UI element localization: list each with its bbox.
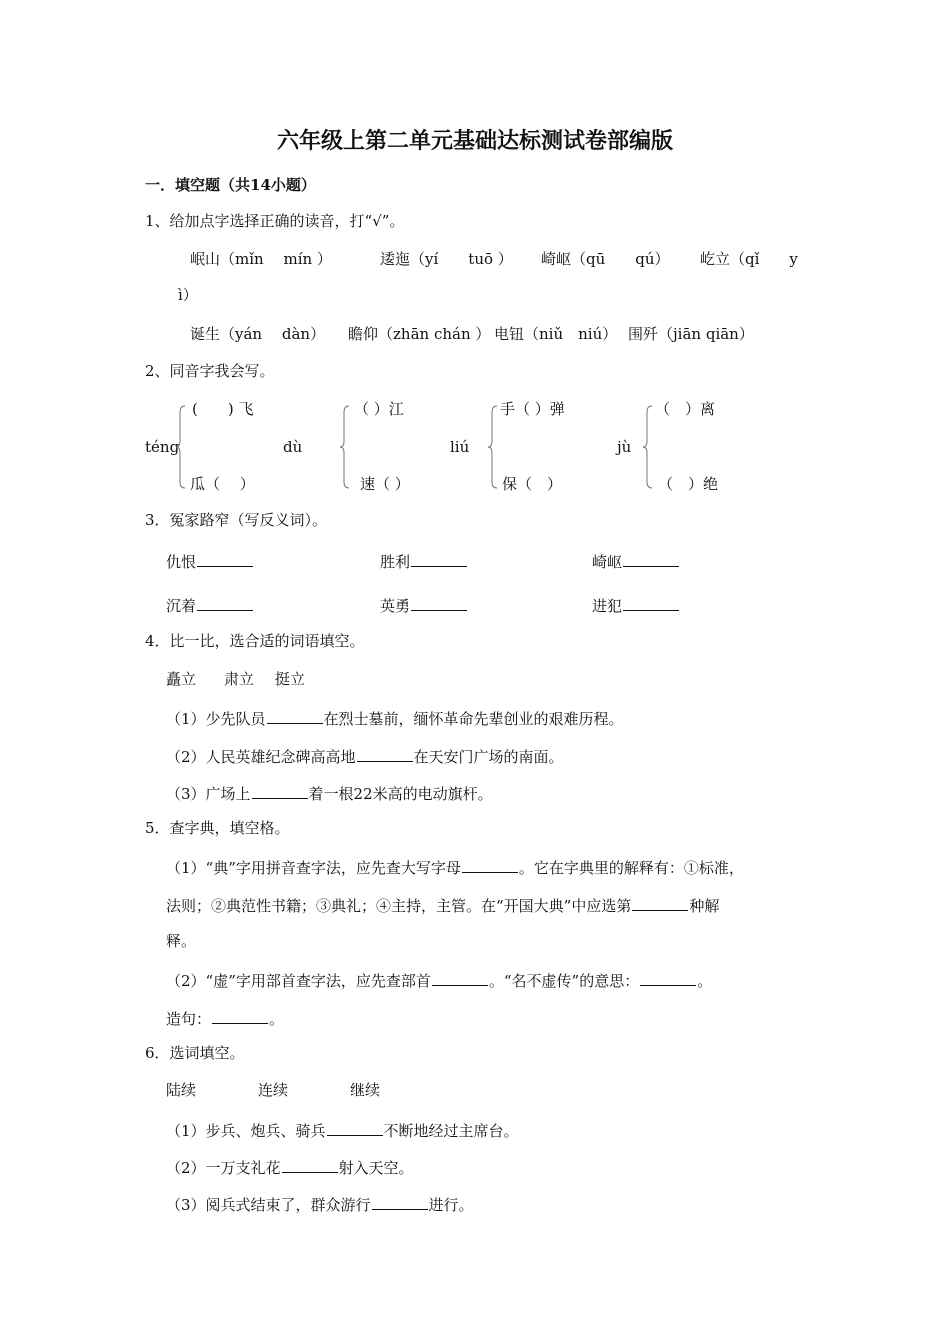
- q6-text: （3）阅兵式结束了，群众游行: [166, 1196, 371, 1214]
- q6-word-choice: 连续: [258, 1081, 289, 1099]
- q4-text: （1）少先队员: [166, 710, 266, 728]
- q3-item: [592, 552, 680, 570]
- q3-word: 沉着: [166, 597, 197, 615]
- answer-blank[interactable]: [252, 784, 308, 799]
- q2-pinyin: liú: [450, 438, 470, 456]
- answer-blank[interactable]: [411, 552, 467, 567]
- q5-paragraph-line: [166, 858, 744, 876]
- q5-text: 造句：: [166, 1010, 212, 1028]
- answer-blank[interactable]: [623, 552, 679, 567]
- answer-blank[interactable]: [623, 596, 679, 611]
- answer-blank[interactable]: [372, 1195, 428, 1210]
- answer-blank[interactable]: [197, 596, 253, 611]
- q6-word-choice: 陆续: [166, 1081, 197, 1099]
- q5-text: 。它在字典里的解释有：①标准，: [518, 859, 744, 877]
- page-title: 六年级上第二单元基础达标测试卷部编版: [276, 128, 673, 154]
- q5-text: 。: [697, 972, 713, 990]
- q1-options: （yán dàn）: [220, 325, 326, 343]
- q3-word: 胜利: [380, 553, 411, 571]
- q5-text: 种解: [689, 897, 720, 915]
- brace-icon: [643, 404, 655, 490]
- answer-blank[interactable]: [282, 1158, 338, 1173]
- q2-pinyin: jù: [617, 438, 632, 456]
- q1-options: （zhān chán ）: [378, 325, 491, 343]
- q5-text: 。: [269, 1010, 285, 1028]
- q1-item: [628, 327, 754, 342]
- q2-bottom-item: 速（ ）: [360, 475, 410, 493]
- q1-item: [190, 252, 332, 267]
- q1-word: 瞻仰: [348, 325, 379, 343]
- q4-item: [166, 747, 564, 765]
- answer-blank[interactable]: [632, 896, 688, 911]
- answer-blank[interactable]: [432, 971, 488, 986]
- q1-options: （niǔ niú）: [524, 325, 618, 343]
- q1-options: （jiān qiān）: [658, 325, 754, 343]
- q4-text: 在烈士墓前，缅怀革命先辈创业的艰难历程。: [323, 710, 624, 728]
- q5-paragraph-line: [166, 971, 712, 989]
- answer-blank[interactable]: [212, 1009, 268, 1024]
- q2-stem: 2、同音字我会写。: [145, 362, 275, 380]
- q6-text: （1）步兵、炮兵、骑兵: [166, 1122, 326, 1140]
- brace-icon: [176, 404, 188, 490]
- q2-top-item: ( ) 飞: [192, 400, 254, 418]
- q5-text: （2）“虚”字用部首查字法，应先查部首: [166, 972, 431, 990]
- q3-item: [380, 596, 468, 614]
- q3-item: [166, 552, 254, 570]
- q2-top-item: （ ）江: [354, 400, 404, 418]
- q5-text: （1）“典”字用拼音查字法，应先查大写字母: [166, 859, 461, 877]
- q5-paragraph-line: [166, 896, 719, 914]
- q5-paragraph-line: [166, 1009, 284, 1027]
- brace-icon: [340, 404, 352, 490]
- q6-text: 射入天空。: [338, 1159, 414, 1177]
- q1-word: 屹立: [700, 250, 731, 268]
- q6-stem: 6．选词填空。: [145, 1044, 245, 1062]
- q4-word-choice: 肃立: [224, 670, 255, 688]
- q2-bottom-item: 瓜（ ）: [190, 475, 255, 493]
- q2-bottom-item: 保（ ）: [502, 475, 563, 493]
- q1-options: （yí tuō ）: [410, 250, 513, 268]
- q5-paragraph-line: 释。: [166, 932, 197, 950]
- q1-options: （qǐ y: [730, 250, 798, 268]
- q1-word: 围歼: [628, 325, 659, 343]
- q5-text: 。“名不虚传”的意思：: [488, 972, 640, 990]
- q3-word: 崎岖: [592, 553, 623, 571]
- q1-word: 逶迤: [380, 250, 411, 268]
- q1-stem: 1、给加点字选择正确的读音，打“√”。: [145, 212, 405, 230]
- q1-item: [541, 252, 670, 267]
- q1-item: [190, 327, 325, 342]
- q5-stem: 5．查字典，填空格。: [145, 819, 290, 837]
- q4-item: [166, 709, 624, 727]
- q6-text: 不断地经过主席台。: [383, 1122, 519, 1140]
- q6-item: [166, 1158, 414, 1176]
- q2-top-item: （ ）离: [655, 400, 716, 418]
- q6-text: （2）一万支礼花: [166, 1159, 281, 1177]
- q3-word: 仇恨: [166, 553, 197, 571]
- answer-blank[interactable]: [640, 971, 696, 986]
- q1-item: [380, 252, 513, 267]
- q1-item: [494, 327, 617, 342]
- q1-word: 诞生: [190, 325, 221, 343]
- q5-text: 法则；②典范性书籍；③典礼；④主持，主管。在“开国大典”中应选第: [166, 897, 632, 915]
- q4-text: （2）人民英雄纪念碑高高地: [166, 748, 356, 766]
- answer-blank[interactable]: [411, 596, 467, 611]
- q4-text: （3）广场上: [166, 785, 251, 803]
- q3-item: [166, 596, 254, 614]
- q2-pinyin: dù: [283, 438, 303, 456]
- q1-item: [700, 252, 798, 267]
- q2-top-item: 手（ ）弹: [500, 400, 565, 418]
- answer-blank[interactable]: [267, 709, 323, 724]
- q3-word: 进犯: [592, 597, 623, 615]
- brace-icon: [488, 404, 500, 490]
- q1-item: [348, 327, 490, 342]
- q3-word: 英勇: [380, 597, 411, 615]
- answer-blank[interactable]: [327, 1121, 383, 1136]
- q4-item: [166, 784, 493, 802]
- answer-blank[interactable]: [462, 858, 518, 873]
- q4-word-choice: 挺立: [275, 670, 306, 688]
- q1-word: 崎岖: [541, 250, 572, 268]
- q1-options: （qū qú）: [571, 250, 670, 268]
- q6-word-choice: 继续: [350, 1081, 381, 1099]
- q4-text: 着一根22米高的电动旗杆。: [308, 785, 493, 803]
- q4-word-choice: 矗立: [166, 670, 197, 688]
- answer-blank[interactable]: [357, 747, 413, 762]
- q4-text: 在天安门广场的南面。: [413, 748, 564, 766]
- q2-bottom-item: （ ）绝: [658, 475, 719, 493]
- q1-word: 岷山: [190, 250, 221, 268]
- q6-text: 进行。: [428, 1196, 474, 1214]
- q1-word: 电钮: [494, 325, 525, 343]
- q6-item: [166, 1121, 519, 1139]
- answer-blank[interactable]: [197, 552, 253, 567]
- q4-stem: 4．比一比，选合适的词语填空。: [145, 632, 365, 650]
- q1-options: （mǐn mín ）: [220, 250, 332, 268]
- q1-line-continuation: ì）: [178, 286, 198, 304]
- q3-stem: 3．冤家路窄（写反义词）。: [145, 511, 328, 529]
- q2-pinyin: téng: [145, 438, 180, 456]
- q3-item: [380, 552, 468, 570]
- q6-item: [166, 1195, 474, 1213]
- q3-item: [592, 596, 680, 614]
- section-heading: 一．填空题（共14小题）: [145, 176, 316, 194]
